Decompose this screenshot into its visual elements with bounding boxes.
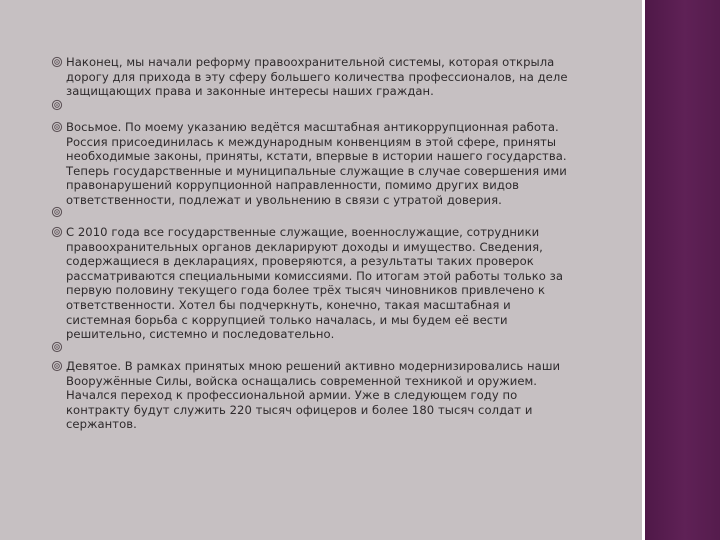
paragraph-anticorruption: Восьмое. По моему указанию ведётся масштабная антикоррупционная работа. Россия присоединилась к международным конвенциям в этой сфере, приняты необходимые законы, приняты, кстати, впервые в истории нашего государства. Теперь государственные и муниципальные служащие в случае совершения ими правонарушений коррупционной направленности, помимо других видов ответственности, подлежат и увольнению в связи с утратой доверия. xyxy=(66,120,567,207)
sidebar-divider xyxy=(642,0,645,540)
target-bullet-icon xyxy=(51,121,63,133)
target-bullet-icon xyxy=(51,341,63,353)
target-bullet-icon xyxy=(51,56,63,68)
decorative-sidebar xyxy=(642,0,720,540)
paragraph-armed-forces: Девятое. В рамках принятых мною решений активно модернизировались наши Вооружённые Силы, войска оснащались современной техникой и оружием. Начался переход к профессиональной армии. Уже в следующем году по контракту будут служить 220 тысяч офицеров и более 180 тысяч солдат и сержантов. xyxy=(66,359,561,432)
target-bullet-icon xyxy=(51,99,63,111)
target-bullet-icon xyxy=(51,206,63,218)
paragraph-declarations: С 2010 года все государственные служащие, военнослужащие, сотрудники правоохранительных органов декларируют доходы и имущество. Сведения, содержащиеся в декларациях, проверяются, а результаты таких проверок рассматриваются специальными комиссиями. По итогам этой работы только за первую половину текущего года более трёх тысяч чиновников привлечено к ответственности. Хотел бы подчеркнуть, конечно, такая масштабная и системная борьба с коррупцией только началась, и мы будем её вести решительно, системно и последовательно. xyxy=(66,225,564,342)
target-bullet-icon xyxy=(51,360,63,372)
paragraph-reform: Наконец, мы начали реформу правоохранительной системы, которая открыла дорогу для прихода в эту сферу большего количества профессионалов, на деле защищающих права и законные интересы наших граждан. xyxy=(66,55,568,99)
target-bullet-icon xyxy=(51,226,63,238)
